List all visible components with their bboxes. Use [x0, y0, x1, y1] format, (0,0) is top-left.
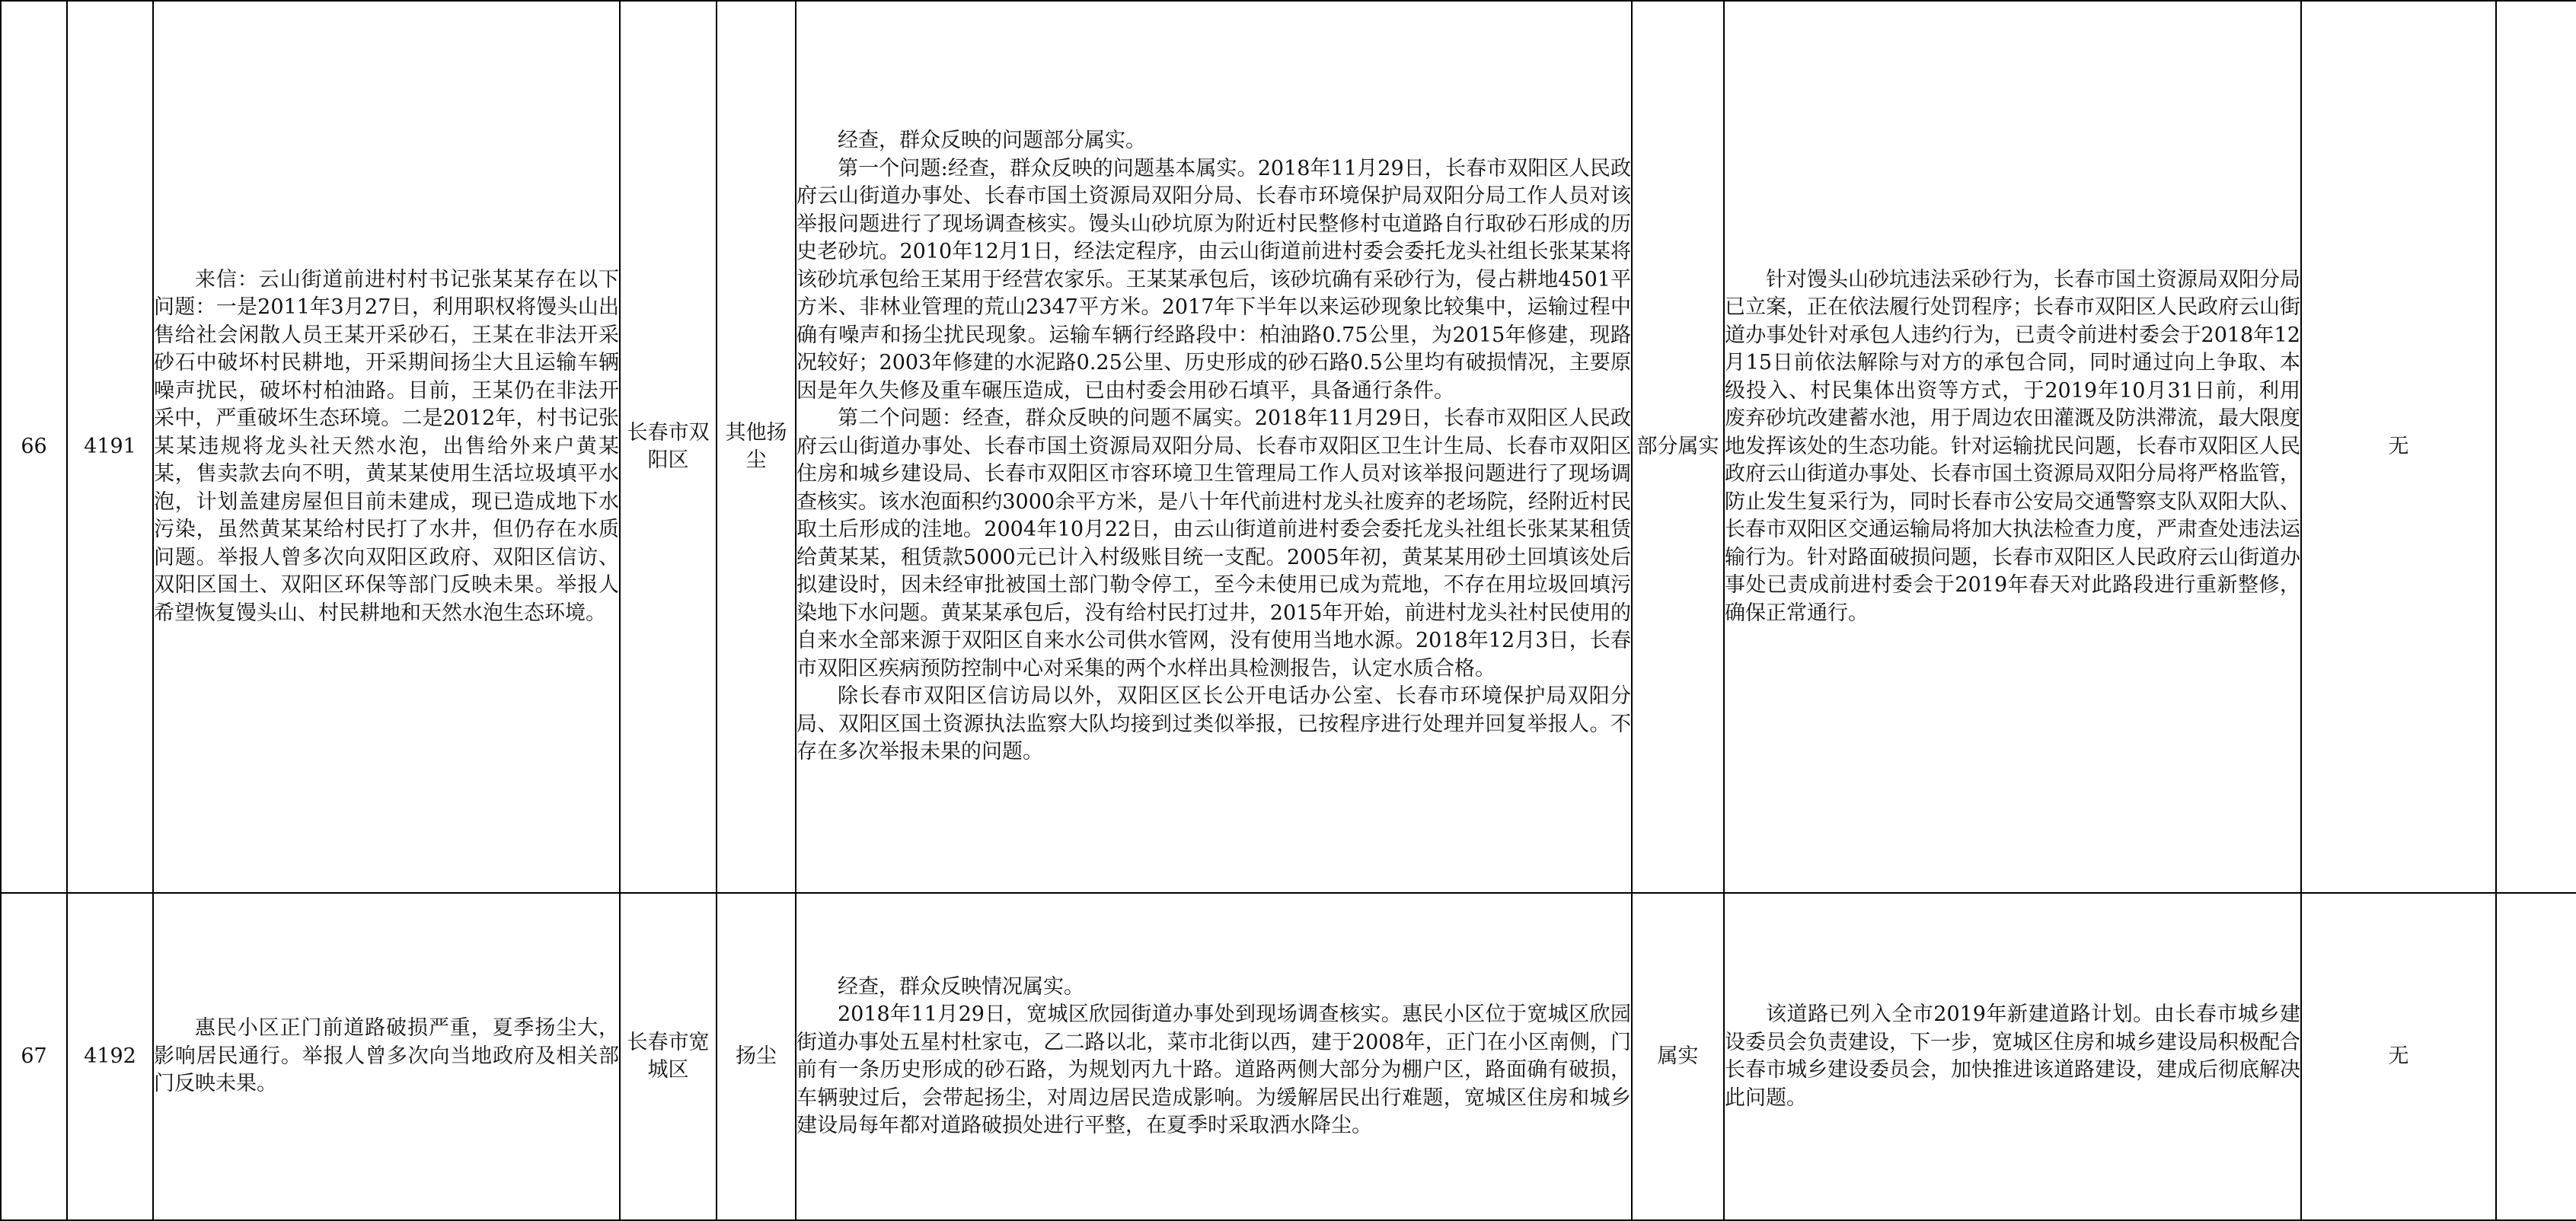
empty-cell — [2496, 893, 2576, 1220]
findings-paragraph: 2018年11月29日，宽城区欣园街道办事处到现场调查核实。惠民小区位于宽城区欣园街道办事处五星村杜家屯，乙二路以北，菜市北街以西，建于2008年，正门在小区南侧，门前有一条历史形成的砂石路，为规划丙九十路。道路两侧大部分为棚户区，路面确有破损，车辆驶过后，会带起扬尘，对周边居民造成影响。为缓解居民出行难题，宽城区住房和城乡建设局每年都对道路破损处进行平整，在夏季时采取洒水降尘。 — [796, 1003, 1631, 1137]
pollution-type-cell — [717, 1, 796, 893]
complaint-cell — [153, 1, 620, 893]
findings-paragraph: 第二个问题：经查，群众反映的问题不属实。2018年11月29日，长春市双阳区人民政府云山街道办事处、长春市国土资源局双阳分局、长春市双阳区卫生计生局、长春市双阳区住房和城乡建设局、长春市双阳区市容环境卫生管理局工作人员对该举报问题进行了现场调查核实。该水泡面积约3000余平方米，是八十年代前进村龙头社废弃的老场院，经附近村民取土后形成的洼地。2004年10月22日，由云山街道前进村委会委托龙头社组长张某某租赁给黄某某，租赁款5000元已计入村级账目统一支配。2005年初，黄某某用砂土回填该处后拟建设时，因未经审批被国土部门勒令停工，至今未使用已成为荒地，不存在用垃圾回填污染地下水问题。黄某某承包后，没有给村民打过井，2015年开始，前进村龙头社村民使用的自来水全部来源于双阳区自来水公司供水管网，没有使用当地水源。2018年12月3日，长春市双阳区疾病预防控制中心对采集的两个水样出具检测报告，认定水质合格。 — [796, 406, 1631, 681]
findings-cell — [796, 893, 1632, 1220]
outcome-cell — [1724, 1, 2301, 893]
case-number: 4192 — [67, 893, 153, 1220]
table-row — [1, 1, 2576, 893]
complaint-text: 惠民小区正门前道路破损严重，夏季扬尘大，影响居民通行。举报人曾多次向当地政府及相关部门反映未果。 — [154, 1016, 619, 1096]
findings-paragraph: 经查，群众反映情况属实。 — [838, 974, 1084, 999]
findings-paragraph: 经查，群众反映的问题部分属实。 — [838, 129, 1146, 153]
row-index: 67 — [1, 893, 67, 1220]
table-row — [1, 893, 2576, 1220]
verdict-cell — [1632, 893, 1724, 1220]
row-index: 66 — [1, 1, 67, 893]
location-text: 长春市双阳区 — [627, 420, 710, 472]
location-cell — [620, 1, 717, 893]
outcome-cell — [1724, 893, 2301, 1220]
verdict-cell — [1632, 1, 1724, 893]
verdict-text: 属实 — [1657, 1044, 1699, 1068]
pollution-type-text: 扬尘 — [736, 1044, 777, 1068]
pollution-type-text: 其他扬尘 — [725, 420, 787, 472]
complaint-text: 来信：云山街道前进村村书记张某某存在以下问题：一是2011年3月27日，利用职权将馒头山出售给社会闲散人员王某开采砂石，王某在非法开采砂石中破坏村民耕地，开采期间扬尘大且运输车辆噪声扰民，破坏村柏油路。目前，王某仍在非法开采中，严重破坏生态环境。二是2012年，村书记张某某违规将龙头社天然水泡，出售给外来户黄某某，售卖款去向不明，黄某某使用生活垃圾填平水泡，计划盖建房屋但目前未建成，现已造成地下水污染，虽然黄某某给村民打了水井，但仍存在水质问题。举报人曾多次向双阳区政府、双阳区信访、双阳区国土、双阳区环保等部门反映未果。举报人希望恢复馒头山、村民耕地和天然水泡生态环境。 — [154, 267, 619, 625]
findings-paragraph: 第一个问题:经查，群众反映的问题基本属实。2018年11月29日，长春市双阳区人民政府云山街道办事处、长春市国土资源局双阳分局、长春市环境保护局双阳分局工作人员对该举报问题进行了现场调查核实。馒头山砂坑原为附近村民整修村屯道路自行取砂石形成的历史老砂坑。2010年12月1日，经法定程序，由云山街道前进村委会委托龙头社组长张某某将该砂坑承包给王某用于经营农家乐。王某某承包后，该砂坑确有采砂行为，侵占耕地4501平方米、非林业管理的荒山2347平方米。2017年下半年以来运砂现象比较集中，运输过程中确有噪声和扬尘扰民现象。运输车辆行经路段中：柏油路0.75公里，为2015年修建，现路况较好；2003年修建的水泥路0.25公里、历史形成的砂石路0.5公里均有破损情况，主要原因是年久失修及重车碾压造成，已由村委会用砂石填平，具备通行条件。 — [796, 156, 1631, 403]
case-number: 4191 — [67, 1, 153, 893]
empty-cell — [2496, 1, 2576, 893]
findings-paragraph: 除长春市双阳区信访局以外，双阳区区长公开电话办公室、长春市环境保护局双阳分局、双阳区国土资源执法监察大队均接到过类似举报，已按程序进行处理并回复举报人。不存在多次举报未果的问题。 — [796, 684, 1631, 764]
outcome-text: 该道路已列入全市2019年新建道路计划。由长春市城乡建设委员会负责建设，下一步，宽城区住房和城乡建设局积极配合长春市城乡建设委员会，加快推进该道路建设，建成后彻底解决此问题。 — [1725, 1003, 2300, 1110]
note-cell: 无 — [2301, 1, 2496, 893]
outcome-text: 针对馒头山砂坑违法采砂行为，长春市国土资源局双阳分局已立案，正在依法履行处罚程序；长春市双阳区人民政府云山街道办事处针对承包人违约行为，已责令前进村委会于2018年12月15日前依法解除与对方的承包合同，同时通过向上争取、本级投入、村民集体出资等方式，于2019年10月31日前，利用废弃砂坑改建蓄水池，用于周边农田灌溉及防洪滞流，最大限度地发挥该处的生态功能。针对运输扰民问题，长春市双阳区人民政府云山街道办事处、长春市国土资源局双阳分局将严格监管，防止发生复采行为，同时长春市公安局交通警察支队双阳大队、长春市双阳区交通运输局将加大执法检查力度，严肃查处违法运输行为。针对路面破损问题，长春市双阳区人民政府云山街道办事处已责成前进村委会于2019年春天对此路段进行重新整修，确保正常通行。 — [1725, 267, 2300, 625]
complaint-cell — [153, 893, 620, 1220]
verdict-text: 部分属实 — [1636, 434, 1719, 458]
location-cell — [620, 893, 717, 1220]
note-cell: 无 — [2301, 893, 2496, 1220]
findings-cell — [796, 1, 1632, 893]
pollution-type-cell — [717, 893, 796, 1220]
location-text: 长春市宽城区 — [627, 1030, 710, 1082]
